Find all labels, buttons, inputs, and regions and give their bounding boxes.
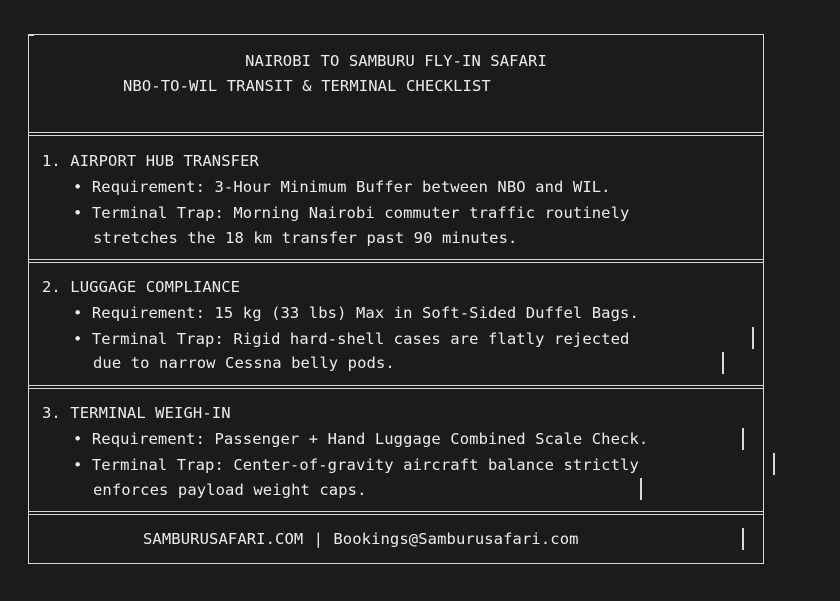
section-divider <box>28 385 764 389</box>
border-fragment <box>742 528 744 550</box>
terminal-trap-item: • Terminal Trap: Center-of-gravity aircraft balance strictly <box>73 456 639 474</box>
border-fragment <box>722 352 724 374</box>
terminal-trap-item: • Terminal Trap: Rigid hard-shell cases are flatly rejected <box>73 330 630 348</box>
website-link[interactable]: SAMBURUSAFARI.COM <box>143 530 304 548</box>
section-heading-airport-hub: 1. AIRPORT HUB TRANSFER <box>42 152 259 170</box>
footer-separator: | <box>313 530 324 548</box>
border-fragment <box>640 478 642 500</box>
header-divider <box>28 132 764 136</box>
checklist-frame <box>28 34 764 564</box>
section-divider <box>28 259 764 263</box>
section-heading-weigh-in: 3. TERMINAL WEIGH-IN <box>42 404 231 422</box>
border-fragment <box>752 327 754 349</box>
terminal-trap-item-continued: due to narrow Cessna belly pods. <box>93 354 395 372</box>
page-subtitle: NBO-TO-WIL TRANSIT & TERMINAL CHECKLIST <box>123 77 491 95</box>
terminal-trap-item-continued: stretches the 18 km transfer past 90 minutes. <box>93 229 518 247</box>
border-fragment <box>773 453 775 475</box>
border-fragment <box>742 428 744 450</box>
terminal-trap-item: • Terminal Trap: Morning Nairobi commuter traffic routinely <box>73 204 630 222</box>
requirement-item: • Requirement: 15 kg (33 lbs) Max in Soft-Sided Duffel Bags. <box>73 304 639 322</box>
requirement-item: • Requirement: 3-Hour Minimum Buffer between NBO and WIL. <box>73 178 611 196</box>
terminal-trap-item-continued: enforces payload weight caps. <box>93 481 367 499</box>
footer-contact <box>143 529 579 549</box>
requirement-item: • Requirement: Passenger + Hand Luggage Combined Scale Check. <box>73 430 649 448</box>
footer-divider <box>28 511 764 515</box>
page-title: NAIROBI TO SAMBURU FLY-IN SAFARI <box>245 52 547 70</box>
section-heading-luggage: 2. LUGGAGE COMPLIANCE <box>42 278 241 296</box>
email-link[interactable]: Bookings@Samburusafari.com <box>333 530 579 548</box>
